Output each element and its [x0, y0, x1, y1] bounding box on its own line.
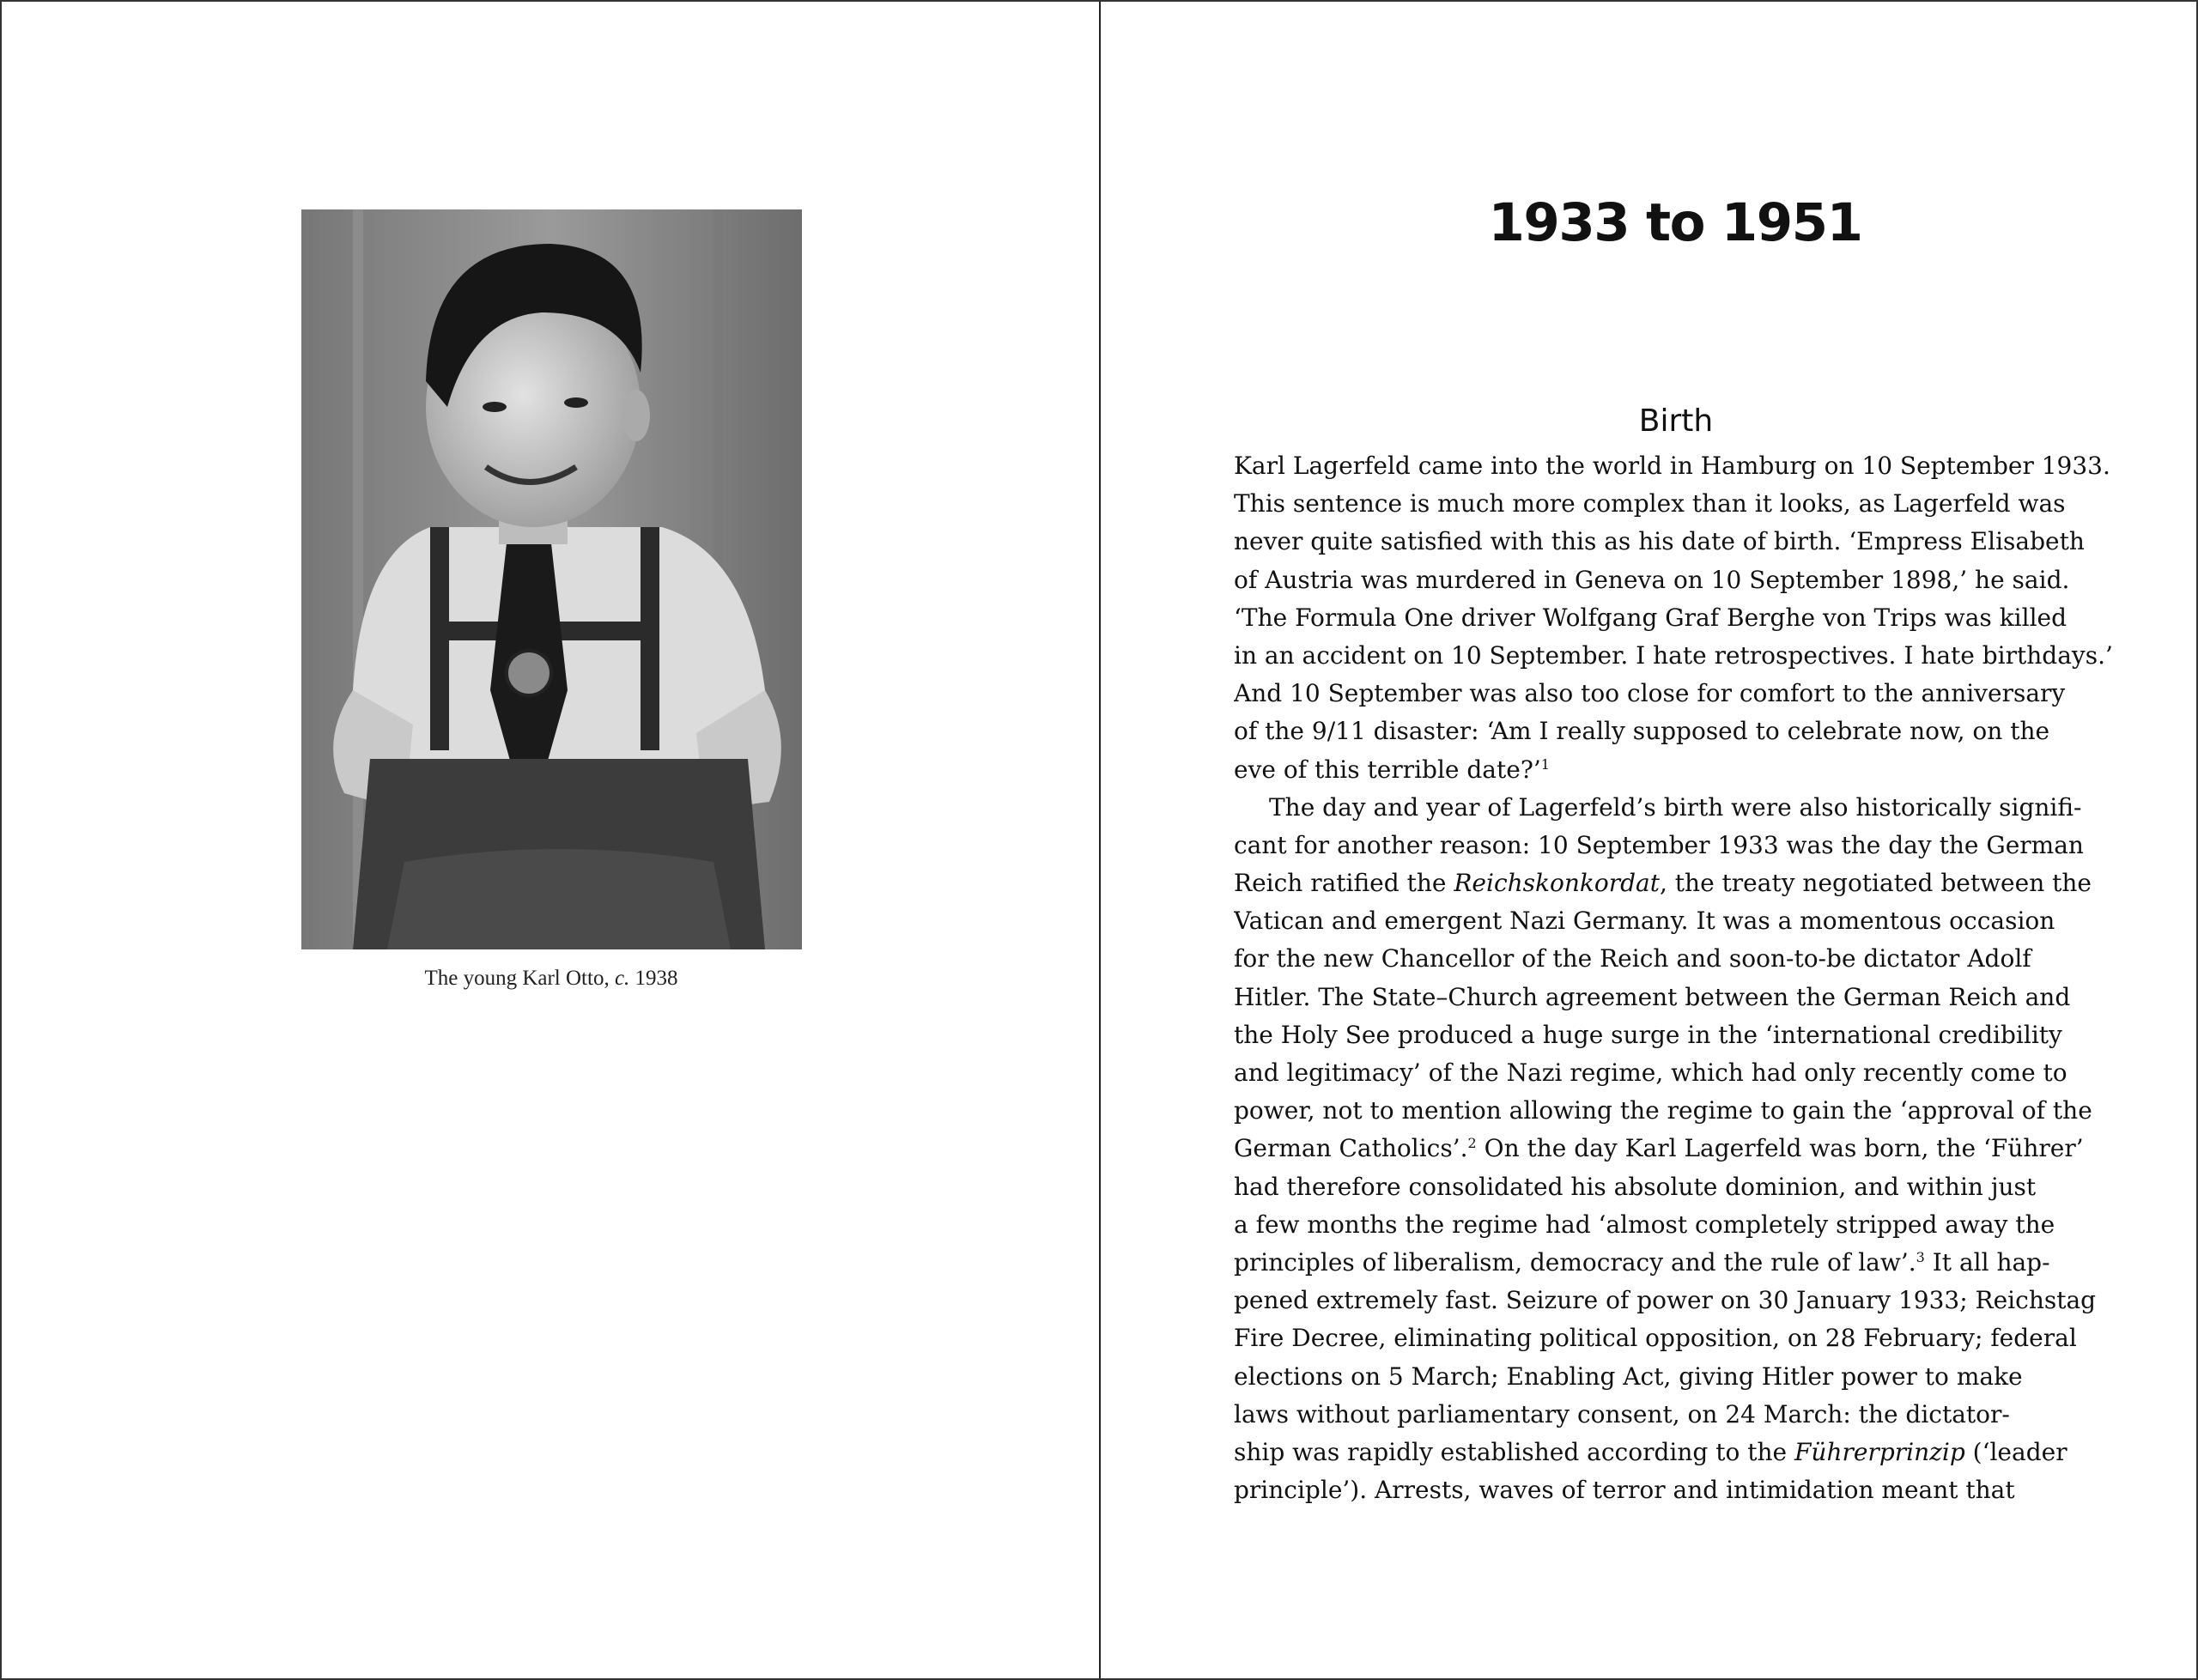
text-line [1234, 1244, 2183, 1282]
italic-term: Reichskonkordat [1454, 869, 1660, 898]
text-segment: On the day Karl Lagerfeld was born, the ‘Führer’ [1476, 1134, 2084, 1163]
text-line: laws without parliamentary consent, on 24 March: the dictator- [1234, 1399, 2010, 1428]
text-line: principle’). Arrests, waves of terror and intimidation meant that [1234, 1476, 2015, 1505]
left-page [2, 2, 1100, 1678]
caption-text-after: 1938 [629, 967, 678, 990]
chapter-title: 1933 to 1951 [1488, 192, 1862, 253]
text-line: pened extremely fast. Seizure of power on 30 January 1933; Reichstag [1234, 1286, 2097, 1315]
text-line: Vatican and emergent Nazi Germany. It was a momentous occasion [1234, 907, 2055, 936]
text-line: And 10 September was also too close for comfort to the anniversary [1234, 679, 2066, 708]
text-segment: principles of liberalism, democracy and the rule of law’. [1234, 1247, 1916, 1277]
text-line: cant for another reason: 10 September 1933 was the day the German [1234, 830, 2084, 859]
footnote-marker: 1 [1540, 755, 1550, 773]
text-line: This sentence is much more complex than it looks, as Lagerfeld was [1234, 489, 2066, 519]
text-segment: German Catholics’. [1234, 1134, 1468, 1163]
text-line [1234, 1434, 2183, 1471]
text-line [1234, 751, 2183, 789]
footnote-marker: 3 [1916, 1248, 1925, 1265]
text-line: of the 9/11 disaster: ‘Am I really supposed to celebrate now, on the [1234, 717, 2050, 746]
text-line: a few months the regime had ‘almost completely stripped away the [1234, 1210, 2055, 1239]
footnote-marker: 2 [1467, 1135, 1477, 1152]
text-line: of Austria was murdered in Geneva on 10 September 1898,’ he said. [1234, 565, 2070, 594]
right-page [1101, 2, 2198, 1678]
photo-young-karl-otto [301, 209, 802, 949]
text-line: in an accident on 10 September. I hate retrospectives. I hate birthdays.’ [1234, 640, 2113, 670]
section-heading: Birth [1638, 403, 1714, 439]
text-segment: eve of this terrible date?’ [1234, 755, 1541, 784]
text-line: Hitler. The State–Church agreement between the German Reich and [1234, 982, 2071, 1011]
text-segment: It all hap- [1924, 1247, 2050, 1277]
text-segment: ship was rapidly established according to the [1234, 1437, 1794, 1466]
italic-term: Führerprinzip [1794, 1437, 1965, 1466]
text-segment: Reich ratified the [1234, 869, 1454, 898]
text-line: Karl Lagerfeld came into the world in Hamburg on 10 September 1933. [1234, 452, 2110, 480]
text-line: and legitimacy’ of the Nazi regime, which had only recently come to [1234, 1058, 2067, 1087]
caption-text-before: The young Karl Otto, [424, 967, 615, 990]
text-segment: (‘leader [1964, 1437, 2067, 1466]
text-line: never quite satisfied with this as his date of birth. ‘Empress Elisabeth [1234, 527, 2085, 556]
body-text [1234, 447, 2183, 1509]
text-line: for the new Chancellor of the Reich and soon-to-be dictator Adolf [1234, 944, 2031, 973]
text-segment: , the treaty negotiated between the [1659, 869, 2092, 898]
text-line: elections on 5 March; Enabling Act, giving Hitler power to make [1234, 1362, 2023, 1391]
text-line: the Holy See produced a huge surge in the ‘international credibility [1234, 1020, 2062, 1049]
paragraph-first-line: The day and year of Lagerfeld’s birth were also historically signifi- [1269, 792, 2082, 822]
text-line: ‘The Formula One driver Wolfgang Graf Berghe von Trips was killed [1234, 603, 2067, 632]
text-line: power, not to mention allowing the regime to gain the ‘approval of the [1234, 1096, 2092, 1125]
text-line: had therefore consolidated his absolute dominion, and within just [1234, 1172, 2037, 1201]
photo-caption [242, 967, 860, 991]
caption-italic-circa: c. [614, 967, 630, 990]
text-line [1234, 1130, 2183, 1168]
photo-illustration [301, 209, 802, 949]
text-line [1234, 864, 2183, 902]
text-line: Fire Decree, eliminating political opposition, on 28 February; federal [1234, 1324, 2077, 1353]
